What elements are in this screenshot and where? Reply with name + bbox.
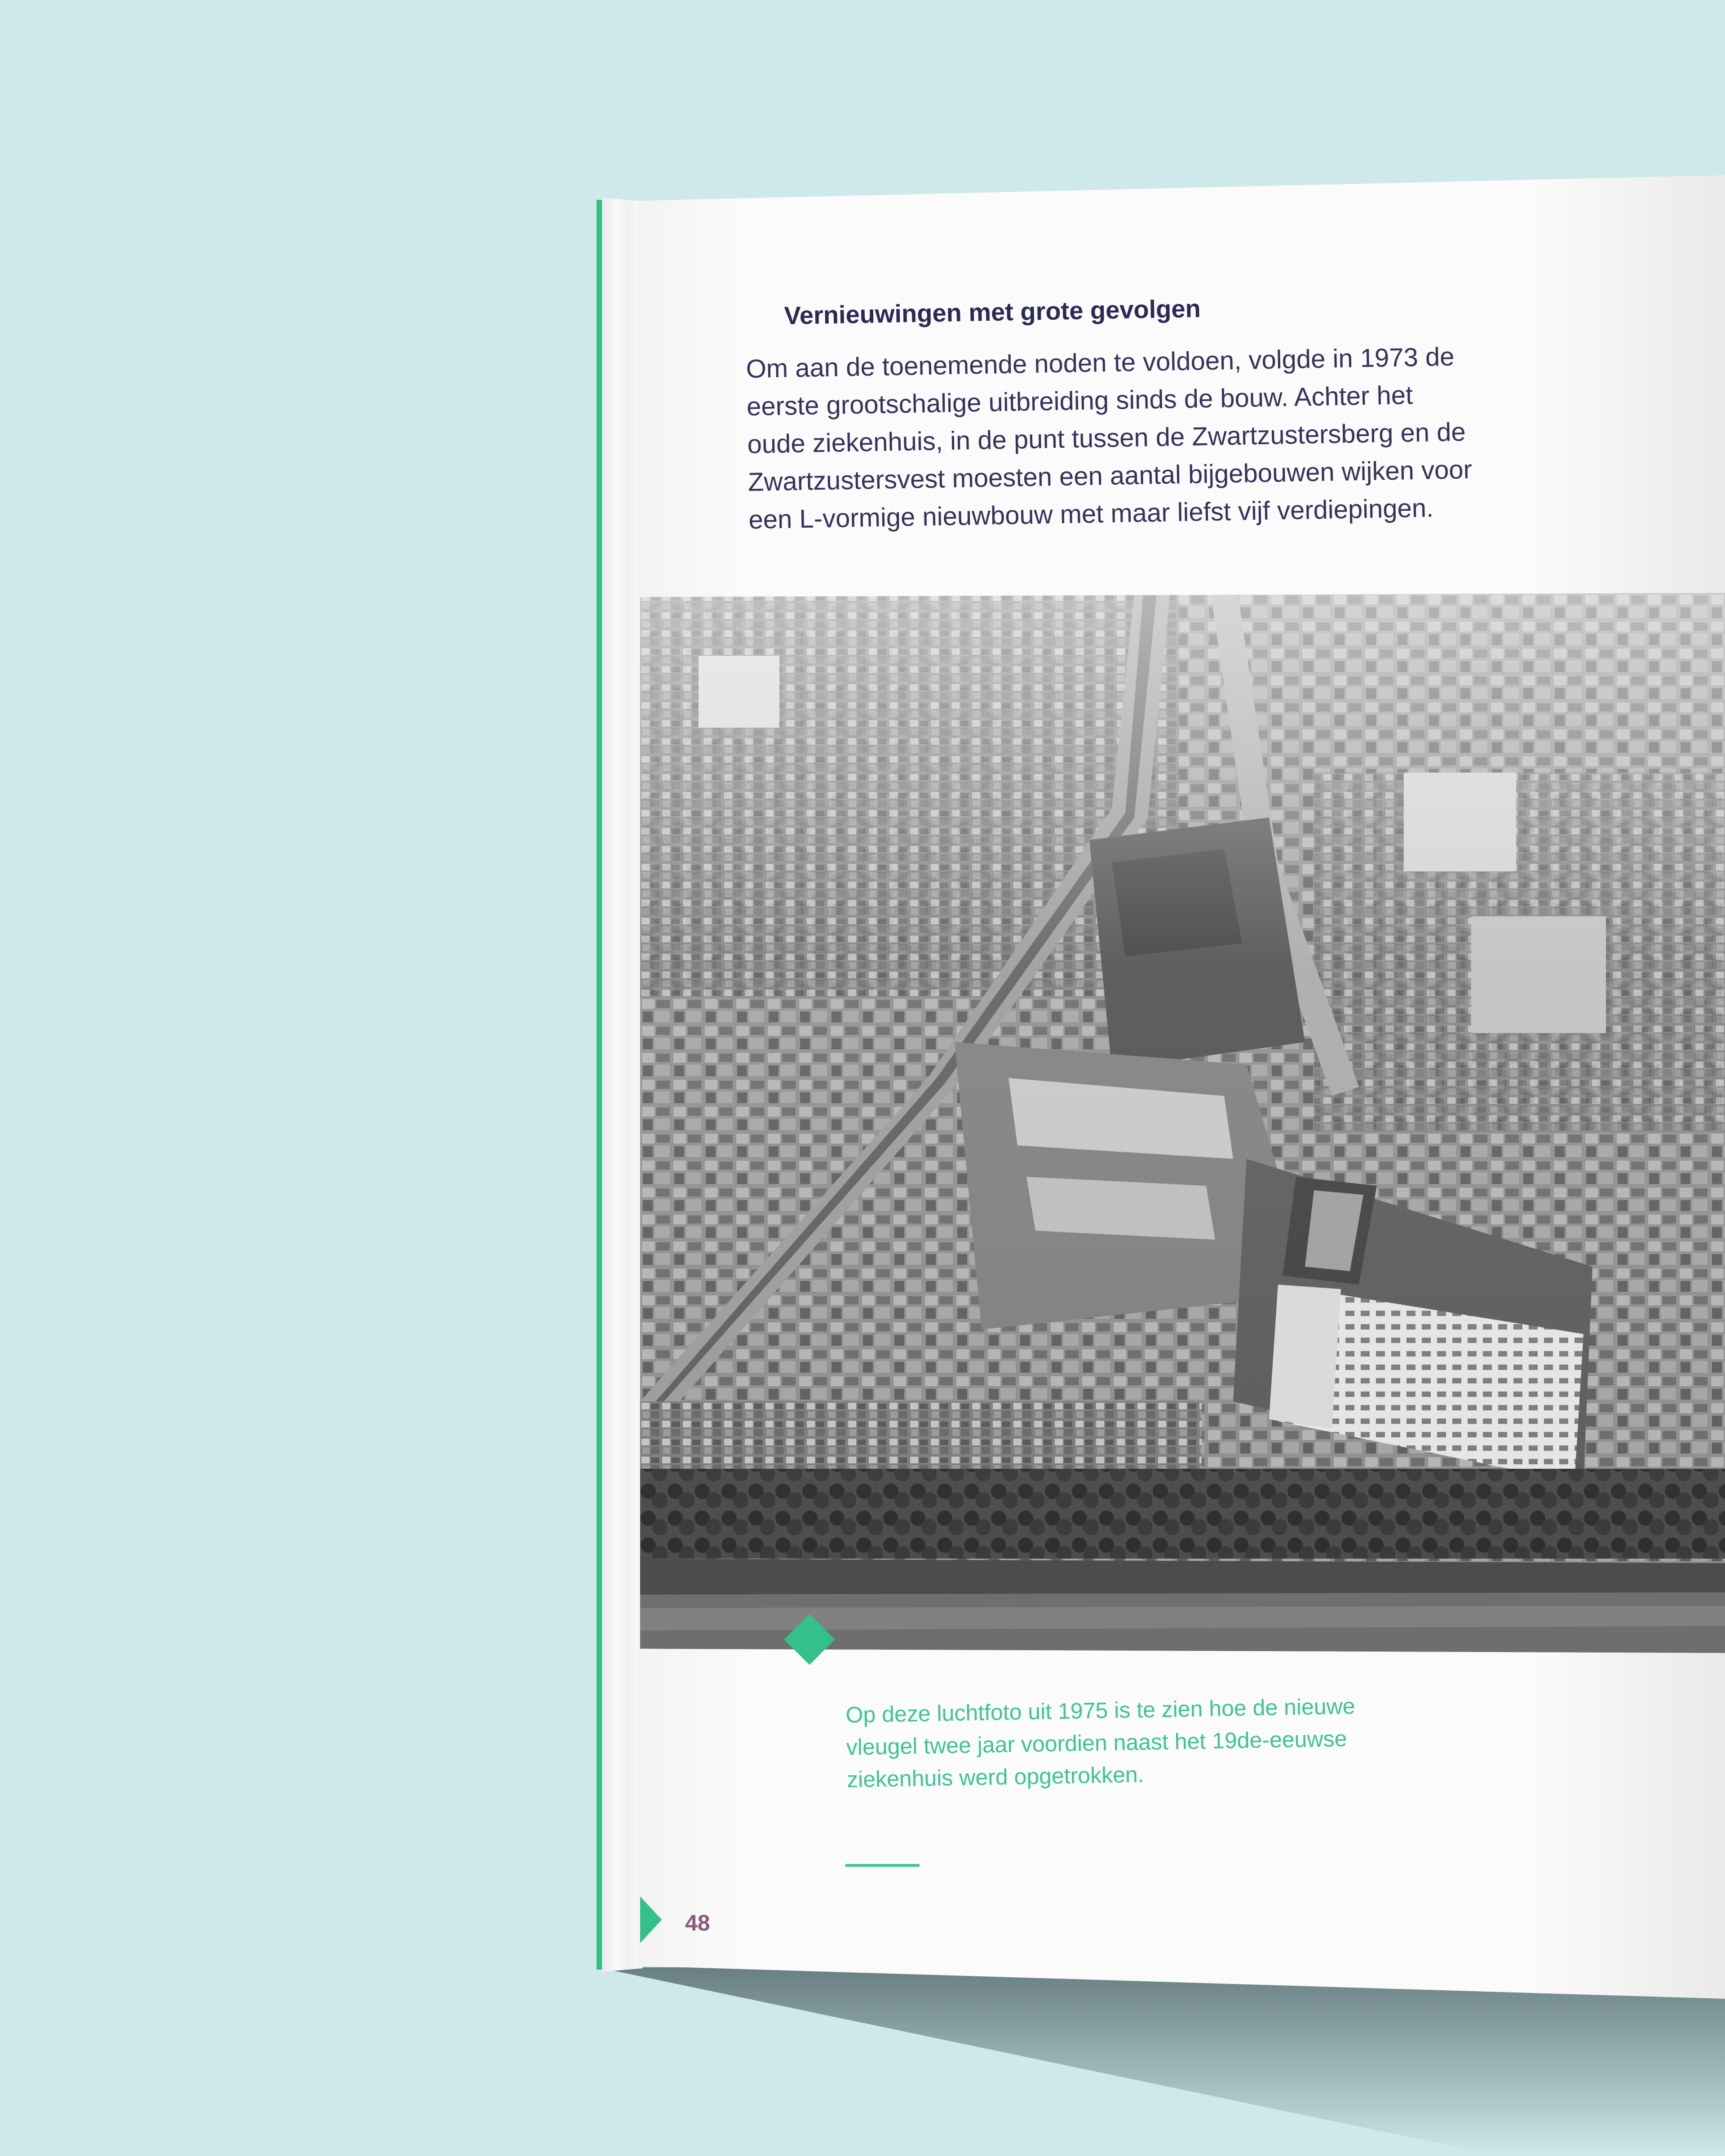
body-line: Zwartzustersvest moesten een aantal bijgebouwen wijken voor	[748, 455, 1473, 497]
body-line: oude ziekenhuis, in de punt tussen de Zwartzustersberg en de	[747, 417, 1466, 459]
caption-line: Op deze luchtfoto uit 1975 is te zien hoe de nieuwe	[845, 1693, 1356, 1727]
body-line: Om aan de toenemende noden te voldoen, volgde in 1973 de	[746, 342, 1455, 384]
caption-line: vleugel twee jaar voordien naast het 19de-eeuwse	[846, 1726, 1347, 1760]
caption-line: ziekenhuis werd opgetrokken.	[846, 1762, 1145, 1792]
body-line: eerste grootschalige uitbreiding sinds de bouw. Achter het	[746, 380, 1413, 421]
page-marker-triangle-icon	[640, 1896, 662, 1943]
article-heading: Vernieuwingen met grote gevolgen	[784, 294, 1201, 330]
body-line: een L-vormige nieuwbouw met maar liefst vijf verdiepingen.	[748, 493, 1434, 535]
page-number: 48	[685, 1910, 710, 1935]
article-body	[746, 337, 1513, 539]
photo-caption	[845, 1688, 1431, 1796]
caption-divider	[845, 1864, 920, 1867]
aerial-photo	[640, 593, 1725, 1653]
